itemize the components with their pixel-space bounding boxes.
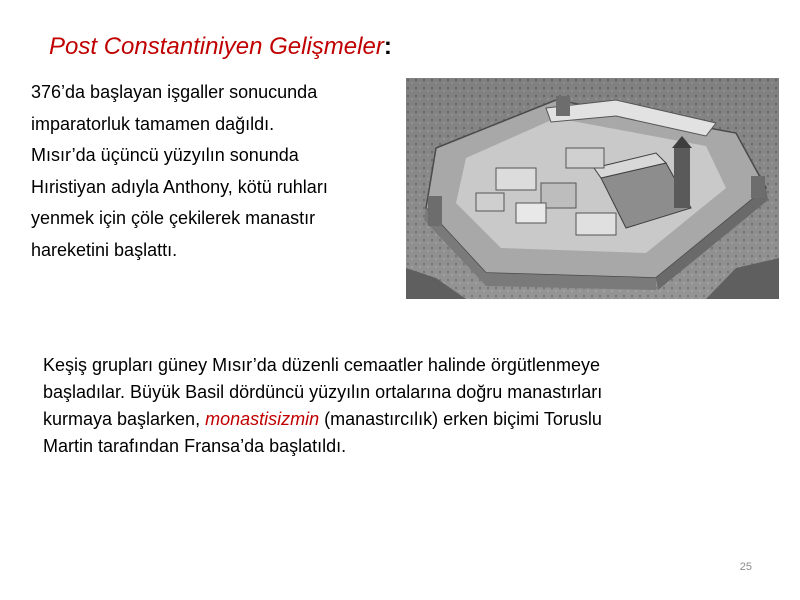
paragraph-line: başladılar. Büyük Basil dördüncü yüzyılın ortalarına doğru manastırları bbox=[43, 382, 603, 402]
intro-line: Hıristiyan adıyla Anthony, kötü ruhları bbox=[31, 176, 328, 197]
intro-line: hareketini başlattı. bbox=[31, 239, 178, 260]
intro-line: yenmek için çöle çekilerek manastır bbox=[31, 208, 316, 229]
intro-line: 376’da başlayan işgaller sonucunda bbox=[31, 82, 318, 102]
paragraph-text: kurmaya başlarken, bbox=[43, 409, 206, 429]
intro-line: Mısır’da üçüncü yüzyılın sonunda bbox=[31, 145, 299, 166]
intro-text bbox=[31, 77, 401, 267]
slide-title-colon: : bbox=[383, 33, 392, 60]
monasticism-emphasis: monastisizmin bbox=[205, 409, 320, 429]
paragraph-line bbox=[43, 406, 763, 433]
slide-title-text: Post Constantiniyen Gelişmeler bbox=[49, 33, 384, 60]
intro-line: imparatorluk tamamen dağıldı. bbox=[31, 113, 275, 134]
paragraph-line: Keşiş grupları güney Mısır’da düzenli cemaatler halinde örgütlenmeye bbox=[43, 355, 600, 375]
paragraph-line: Martin tarafından Fransa’da başlatıldı. bbox=[43, 436, 347, 456]
page-number: 25 bbox=[739, 561, 752, 573]
paragraph-text: (manastırcılık) erken biçimi Toruslu bbox=[319, 409, 602, 429]
monastery-photo bbox=[406, 78, 779, 299]
slide-title bbox=[49, 30, 392, 64]
body-paragraph bbox=[43, 352, 763, 460]
